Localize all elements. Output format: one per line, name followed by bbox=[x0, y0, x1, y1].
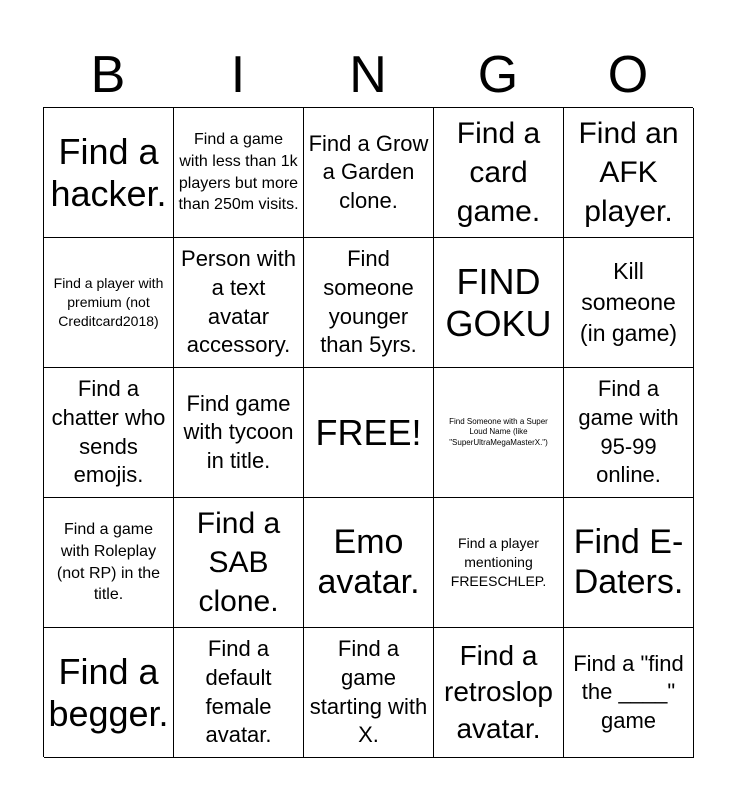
bingo-cell[interactable] bbox=[44, 238, 174, 368]
cell-text: Find a card game. bbox=[456, 117, 541, 228]
cell-text: Kill someone (in game) bbox=[579, 257, 678, 347]
cell-text: Find someone younger than 5yrs. bbox=[320, 246, 417, 358]
cell-text: Emo avatar. bbox=[317, 523, 420, 601]
bingo-cell[interactable] bbox=[434, 498, 564, 628]
bingo-cell[interactable] bbox=[564, 628, 694, 758]
cell-text: Find a hacker. bbox=[50, 131, 167, 214]
cell-text: Find a retroslop avatar. bbox=[444, 639, 553, 744]
header-letter-n: N bbox=[349, 46, 387, 104]
cell-text: Find an AFK player. bbox=[578, 117, 679, 228]
bingo-cell[interactable] bbox=[304, 628, 434, 758]
bingo-cell[interactable] bbox=[174, 368, 304, 498]
header-letter-g: G bbox=[477, 46, 519, 104]
bingo-cell[interactable] bbox=[174, 238, 304, 368]
cell-text: FREE! bbox=[315, 411, 422, 453]
bingo-cell[interactable] bbox=[174, 108, 304, 238]
bingo-cell[interactable] bbox=[564, 368, 694, 498]
free-space[interactable] bbox=[304, 368, 434, 498]
bingo-cell[interactable] bbox=[174, 628, 304, 758]
bingo-grid bbox=[43, 107, 693, 757]
bingo-cell[interactable] bbox=[44, 368, 174, 498]
bingo-cell[interactable] bbox=[564, 238, 694, 368]
bingo-cell[interactable] bbox=[44, 108, 174, 238]
cell-text: Find Someone with a Super Loud Name (like "SuperUltraMegaMasterX.") bbox=[449, 416, 548, 447]
bingo-cell[interactable] bbox=[564, 108, 694, 238]
bingo-cell[interactable] bbox=[304, 238, 434, 368]
cell-text: Find a game starting with X. bbox=[309, 636, 428, 748]
cell-text: Find a Grow a Garden clone. bbox=[308, 130, 429, 213]
cell-text: Find a begger. bbox=[48, 651, 169, 734]
cell-text: Find a game with less than 1k players but more than 250m visits. bbox=[178, 131, 299, 214]
bingo-cell[interactable] bbox=[44, 628, 174, 758]
bingo-cell[interactable] bbox=[434, 368, 564, 498]
cell-text: Find a chatter who sends emojis. bbox=[51, 376, 166, 488]
header-letter-b: B bbox=[90, 46, 126, 104]
cell-text: Find E-Daters. bbox=[573, 523, 684, 601]
cell-text: FIND GOKU bbox=[445, 261, 552, 344]
bingo-cell[interactable] bbox=[304, 498, 434, 628]
bingo-cell[interactable] bbox=[434, 628, 564, 758]
cell-text: Find a player mentioning FREESCHLEP. bbox=[450, 535, 547, 589]
header-letter-i: I bbox=[230, 46, 246, 104]
header-letter-o: O bbox=[607, 46, 649, 104]
cell-text: Find game with tycoon in title. bbox=[183, 390, 294, 473]
bingo-cell[interactable] bbox=[174, 498, 304, 628]
bingo-cell[interactable] bbox=[434, 238, 564, 368]
bingo-cell[interactable] bbox=[304, 108, 434, 238]
bingo-cell[interactable] bbox=[44, 498, 174, 628]
cell-text: Find a default female avatar. bbox=[205, 636, 272, 748]
bingo-cell[interactable] bbox=[564, 498, 694, 628]
cell-text: Find a player with premium (not Creditcard2018) bbox=[53, 275, 164, 329]
cell-text: Find a "find the ____" game bbox=[573, 650, 684, 733]
cell-text: Person with a text avatar accessory. bbox=[181, 246, 296, 358]
cell-text: Find a game with Roleplay (not RP) in the title. bbox=[56, 521, 161, 604]
bingo-cell[interactable] bbox=[434, 108, 564, 238]
cell-text: Find a game with 95-99 online. bbox=[578, 376, 679, 488]
cell-text: Find a SAB clone. bbox=[196, 507, 281, 618]
bingo-header bbox=[43, 44, 693, 106]
